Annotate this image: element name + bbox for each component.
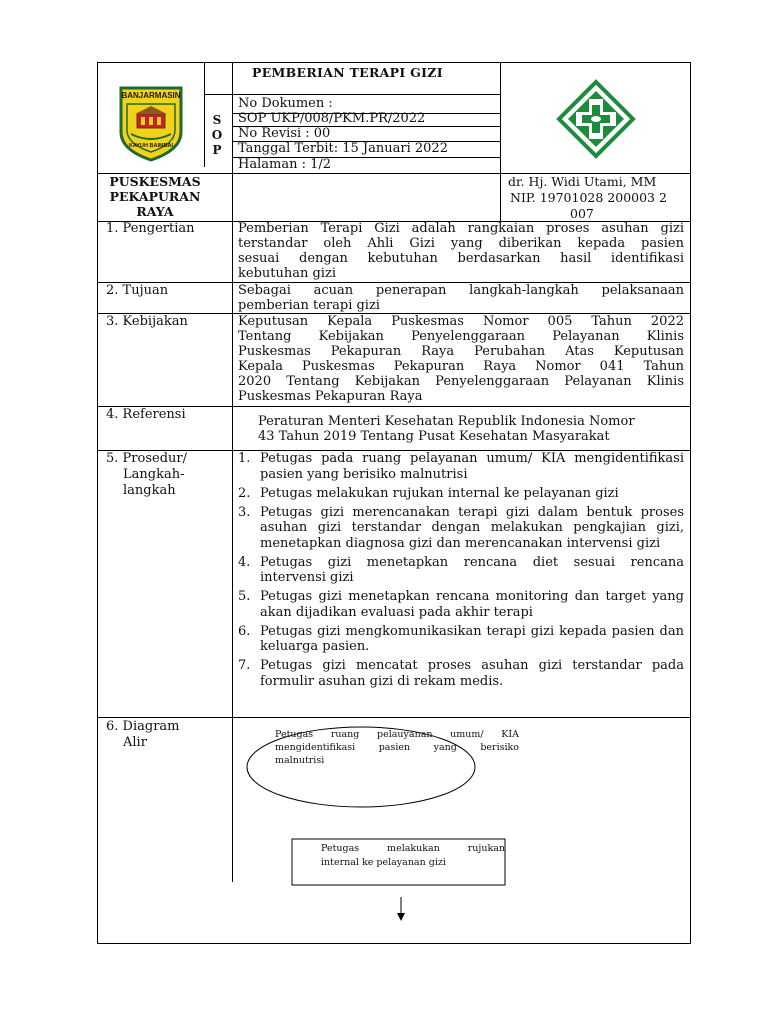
- procedure-step: [234, 555, 684, 586]
- procedure-step: [234, 658, 684, 689]
- logo-text-bottom: KAYUH BAIMBAI: [128, 143, 174, 149]
- sop-letter-s: S: [212, 113, 222, 127]
- procedure-step: [234, 505, 684, 552]
- step-text: Petugas gizi mengkomunikasikan terapi gizi kepada pasien dan keluarga pasien.: [260, 623, 684, 654]
- label-kebijakan: 3. Kebijakan: [106, 314, 188, 329]
- label-tujuan: 2. Tujuan: [106, 283, 169, 298]
- referensi-line1: Peraturan Menteri Kesehatan Republik Indonesia Nomor: [258, 414, 635, 429]
- step-number: 3.: [238, 504, 251, 520]
- signatory-nip: NIP. 19701028 200003 2: [510, 190, 667, 205]
- pengertian-line3: sesuai dengan kebutuhan berdasarkan hasil identifikasi: [238, 251, 684, 266]
- procedure-step: [234, 624, 684, 655]
- kebijakan-line1: Keputusan Kepala Puskesmas Nomor 005 Tahun 2022: [238, 314, 684, 329]
- sop-page: [97, 62, 691, 944]
- flow-box-line1: Petugas melakukan rujukan: [321, 843, 505, 854]
- flow-start-line3: malnutrisi: [275, 755, 325, 766]
- pengertian-line2: terstandar oleh Ahli Gizi yang diberikan kepada pasien: [238, 236, 684, 251]
- kebijakan-line5: 2020 Tentang Kebijakan Penyelenggaraan Pelayanan Klinis: [238, 374, 684, 389]
- puskesmas-logo: [556, 79, 636, 159]
- kebijakan-line4: Kepala Puskesmas Pekapuran Raya Nomor 041 Tahun: [238, 359, 684, 374]
- step-text: Petugas gizi menetapkan rencana diet sesuai rencana intervensi gizi: [260, 554, 684, 585]
- sop-letter-o: O: [211, 128, 223, 142]
- divider-logo-col: [204, 63, 205, 167]
- tujuan-line2: pemberian terapi gizi: [238, 298, 380, 313]
- kebijakan-line6: Puskesmas Pekapuran Raya: [238, 389, 423, 404]
- tujuan-line1: Sebagai acuan penerapan langkah-langkah pelaksanaan: [238, 283, 684, 298]
- document-title: PEMBERIAN TERAPI GIZI: [252, 65, 443, 80]
- doc-number-value: SOP UKP/008/PKM.PR/2022: [238, 111, 426, 126]
- pengertian-line1: Pemberian Terapi Gizi adalah rangkaian proses asuhan gizi: [238, 221, 684, 236]
- label-diagram-line2: Alir: [123, 735, 147, 750]
- pengertian-line4: kebutuhan gizi: [238, 266, 336, 281]
- step-number: 6.: [238, 623, 251, 639]
- step-number: 4.: [238, 554, 251, 570]
- divider-title: [204, 94, 500, 95]
- divider-kebijakan: [98, 406, 690, 407]
- issue-date: Tanggal Terbit: 15 Januari 2022: [238, 141, 448, 156]
- flow-box-line2: internal ke pelayanan gizi: [321, 857, 446, 868]
- kebijakan-line3: Puskesmas Pekapuran Raya Perubahan Atas Keputusan: [238, 344, 684, 359]
- label-prosedur-line1: 5. Prosedur/: [106, 451, 187, 466]
- divider-info-col: [500, 63, 501, 222]
- step-number: 7.: [238, 658, 251, 673]
- kebijakan-line2: Tentang Kebijakan Penyelenggaraan Pelayanan Klinis: [238, 329, 684, 344]
- flow-start-line1: Petugas ruang pelauyanan umum/ KIA: [275, 729, 519, 740]
- flow-start-line2: mengidentifikasi pasien yang berisiko: [275, 742, 519, 753]
- sop-letter-p: P: [212, 143, 222, 157]
- step-number: 1.: [238, 451, 251, 466]
- doc-number-label: No Dokumen :: [238, 96, 333, 111]
- revision-number: No Revisi : 00: [238, 126, 331, 141]
- procedure-steps: [234, 451, 684, 693]
- label-prosedur-line2: Langkah-: [123, 467, 185, 482]
- label-pengertian: 1. Pengertian: [106, 221, 195, 236]
- flow-arrow-head: [397, 913, 405, 921]
- step-number: 2.: [238, 485, 251, 501]
- procedure-step: [234, 451, 684, 482]
- org-name-line3: RAYA: [136, 204, 174, 219]
- step-text: Petugas gizi mencatat proses asuhan gizi terstandar pada formulir asuhan gizi di rekam medis.: [260, 658, 684, 689]
- step-number: 5.: [238, 589, 251, 604]
- label-prosedur-line3: langkah: [123, 483, 176, 498]
- step-text: Petugas melakukan rujukan internal ke pelayanan gizi: [260, 485, 619, 501]
- org-name-line1: PUSKESMAS: [109, 174, 201, 189]
- procedure-step: [234, 589, 684, 620]
- label-referensi: 4. Referensi: [106, 407, 186, 422]
- divider-prosedur: [98, 717, 690, 718]
- step-text: Petugas gizi merencanakan terapi gizi dalam bentuk proses asuhan gizi terstandar dengan melakukan pengkajian gizi, menetapkan diagnosa gizi dan merencanakan intervensi gizi: [260, 504, 684, 551]
- referensi-line2: 43 Tahun 2019 Tentang Pusat Kesehatan Masyarakat: [258, 429, 610, 444]
- org-name-line2: PEKAPURAN: [109, 189, 201, 204]
- signatory-name: dr. Hj. Widi Utami, MM: [508, 174, 657, 189]
- step-text: Petugas pada ruang pelayanan umum/ KIA mengidentifikasi pasien yang berisiko malnutrisi: [260, 451, 684, 482]
- label-diagram-line1: 6. Diagram: [106, 719, 180, 734]
- procedure-step: [234, 486, 684, 502]
- signatory-nip-cont: 007: [570, 206, 594, 221]
- logo-text-top: BANJARMASIN: [121, 91, 181, 100]
- step-text: Petugas gizi menetapkan rencana monitoring dan target yang akan dijadikan evaluasi pada akhir terapi: [260, 589, 684, 620]
- page-number: Halaman : 1/2: [238, 157, 332, 172]
- banjarmasin-logo: [115, 80, 187, 162]
